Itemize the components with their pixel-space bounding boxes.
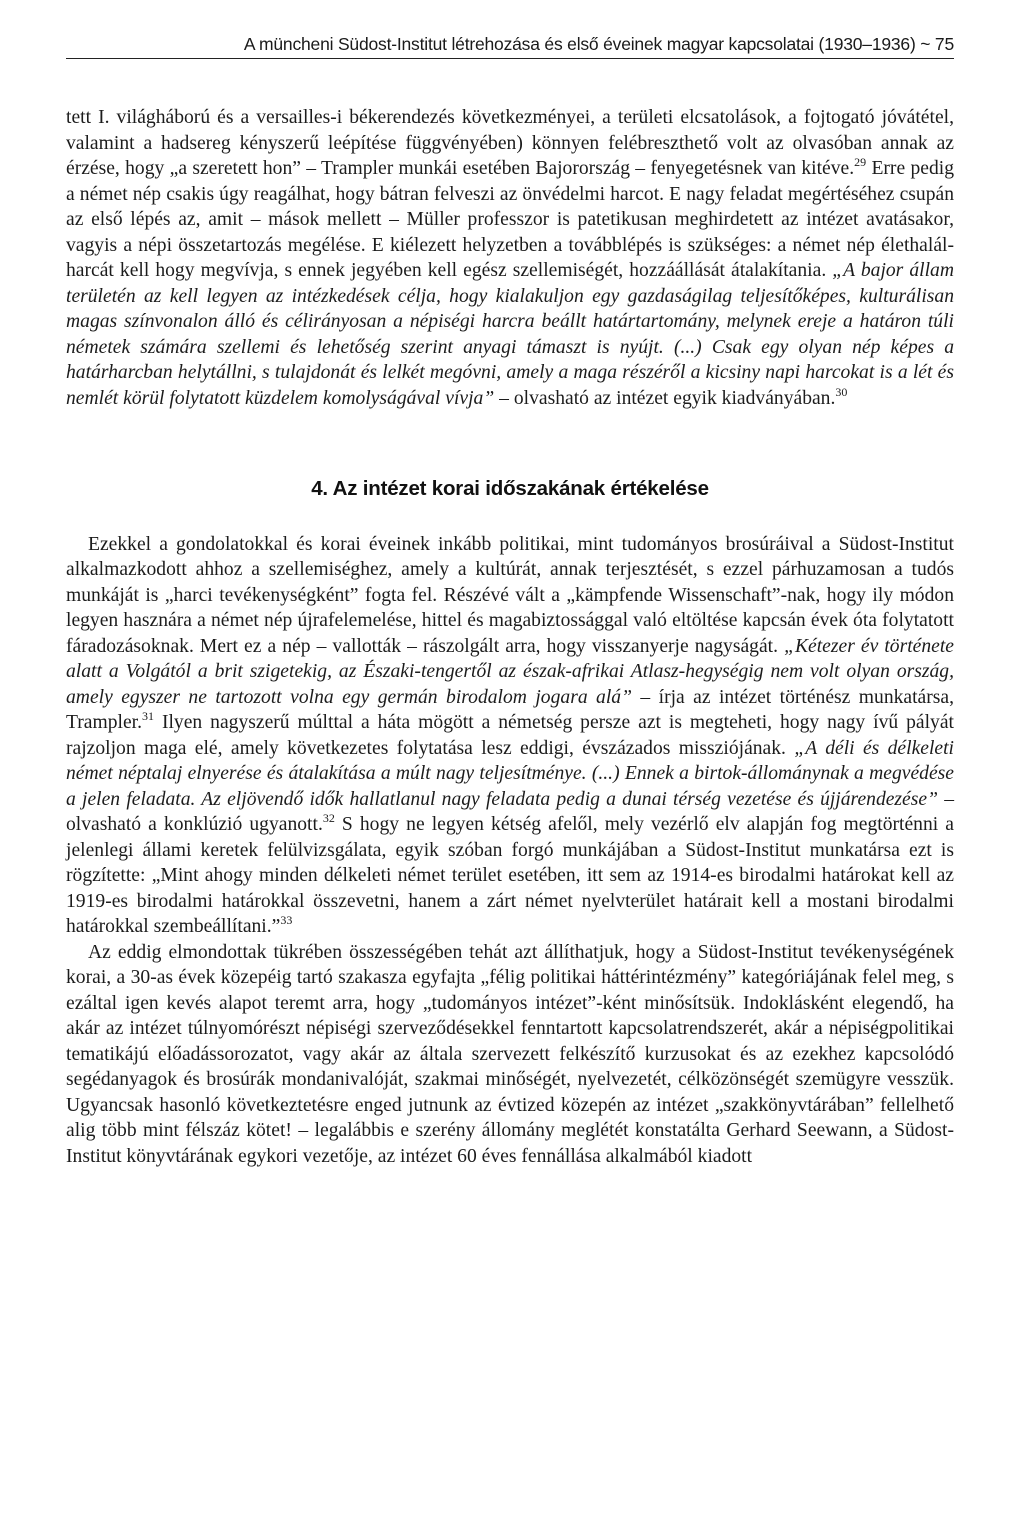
quote-italic: „A déli és délkeleti német néptalaj elnyerése és átalakítása a múlt nagy teljesítménye. (...) Ennek a birtok-állománynak a megvédése a jelen feladata. Az eljövendő idők hallatlanul nagy feladata pedig a dunai térség vezetése és újjárendezése” [66,737,954,810]
footnote-ref: 30 [835,384,848,399]
text-run: S hogy ne legyen kétség afelől, mely vezérlő elv alapján fog megtörténni a jelenlegi állami keretek felülvizsgálata, egyik szóban forgó munkájában a Südost-Institut munkatársa ezt is rögzítette: „Mint ahogy minden délkeleti német terület esetében, itt sem az 1914-es birodalmi határokat kell az 1919-es birodalmi határokkal összevetni, hanem a zárt német nyelvterület határait kell a mostani birodalmi határokkal szembeállítani.” [66,814,954,937]
section-title: 4. Az intézet korai időszakának értékelése [311,477,709,500]
text-run: Erre pedig a német nép csakis úgy reagálhat, hogy bátran felveszi az önvédelmi harcot. E nagy feladat megértéséhez csupán az első lépés az, amit – mások mellett – Müller professzor is patetikusan meghirdetett az intézet avatásakor, vagyis a népi összetartozás megélése. E kiélezett helyzetben a továbblépés is szükséges: a német nép élethalál-harcát kell hogy megvívja, s ennek jegyében kell egész szellemiségét, hozzáállását átalakítania. [66,158,954,281]
page [66,34,954,1169]
text-run: Ezekkel a gondolatokkal és korai éveinek inkább politikai, mint tudományos brosúráival a Südost-Institut alkalmazkodott ahhoz a szellemiséghez, amely a kultúrát, annak terjesztését, s ezzel párhuzamosan a tudós munkáját is „harci tevékenységként” fogta fel. Részévé vált a „kämpfende Wissenschaft”-nak, hogy ily módon legyen hasznára a német nép újrafelemelése, hittel és magabiztossággal való eltöltése kapcsán évek óta folytatott fáradozásoknak. Mert ez a nép – vallották – rászolgált arra, hogy visszanyerje nagyságát. [66,533,954,657]
paragraph-continuation [66,105,954,411]
footnote-ref: 29 [854,155,867,169]
footnote-ref: 31 [142,709,155,723]
text-run: – olvasható az intézet egyik kiadványában. [494,387,836,409]
footnote-ref: 32 [322,811,335,825]
paragraph [66,940,954,1170]
text-run: – írja az intézet történész munkatársa, Trampler. [66,686,954,733]
text-run: Az eddig elmondottak tükrében összességében tehát azt állíthatjuk, hogy a Südost-Institut tevékenységének korai, a 30-as évek közepéig tartó szakasza egyfajta „félig politikai háttérintézmény” kategóriájának felel meg, s ezáltal igen kevés alapot teremt arra, hogy „tudományos intézet”-ként minősítsük. Indoklásként elegendő, ha akár az intézet túlnyomórészt népiségi szerveződésekkel fenntartott kapcsolatrendszerét, akár a népiségpolitikai tematikájú előadássorozatot, vagy akár az általa szervezett felkészítő kurzusokat és az ezekhez kapcsolódó segédanyagok és brosúrák mondanivalóját, szakmai minőségét, nyelvezetét, célközönségét szemügyre vesszük. Ugyancsak hasonló következtetésre enged jutnunk az évtized közepén az intézet „szakkönyvtárában” fellelhető alig több mint félszáz kötet! – legalábbis e szerény állomány meglétét konstatálta Gerhard Seewann, a Südost-Institut könyvtárának egykori vezetője, az intézet 60 éves fennállása alkalmából kiadott [66,941,954,1167]
quote-italic: „Kétezer év története alatt a Volgától a brit szigetekig, az Északi-tengertől az észak-afrikai Atlasz-hegységig nem volt olyan ország, amely egyszer ne tartozott volna egy germán birodalom jogara alá” [66,635,954,708]
text-run: Ilyen nagyszerű múlttal a háta mögött a németség persze azt is megteheti, hogy nagy ívű pályát rajzoljon maga elé, amely következetes folytatása lesz eddigi, évszázados missziójának. [66,712,954,759]
paragraph [66,532,954,940]
footnote-ref: 33 [280,913,293,927]
running-head: A müncheni Südost-Institut létrehozása és első éveinek magyar kapcsolatai (1930–1936) ~ 75 [66,34,954,59]
text-run: – olvasható a konklúzió ugyanott. [66,788,955,835]
text-run: tett I. világháború és a versailles-i békerendezés következményei, a területi elcsatolások, a fojtogató jóvátétel, valamint a hadsereg kényszerű leépítése függvényében) könnyen felébreszthető volt az olvasóban annak az érzése, hogy „a szeretett hon” – Trampler munkái esetében Bajorország – fenyegetésnek van kitéve. [66,107,954,179]
body-text [66,105,954,1169]
quote-italic: „A bajor állam területén az kell legyen az intézkedések célja, hogy kialakuljon egy gazdaságilag teljesítőképes, kulturálisan magas színvonalon álló és célirányosan a népiségi harcra beállt határtartomány, melynek ereje a határon túli németek számára szellemi és lehetőség szerint anyagi támaszt is nyújt. (...) Csak egy olyan nép képes a határharcban helytállni, s tulajdonát és lelkét megóvni, amely a maga részéről a kicsiny napi harcokat is a lét és nemlét körül folytatott küzdelem komolyságával vívja” [66,260,954,409]
